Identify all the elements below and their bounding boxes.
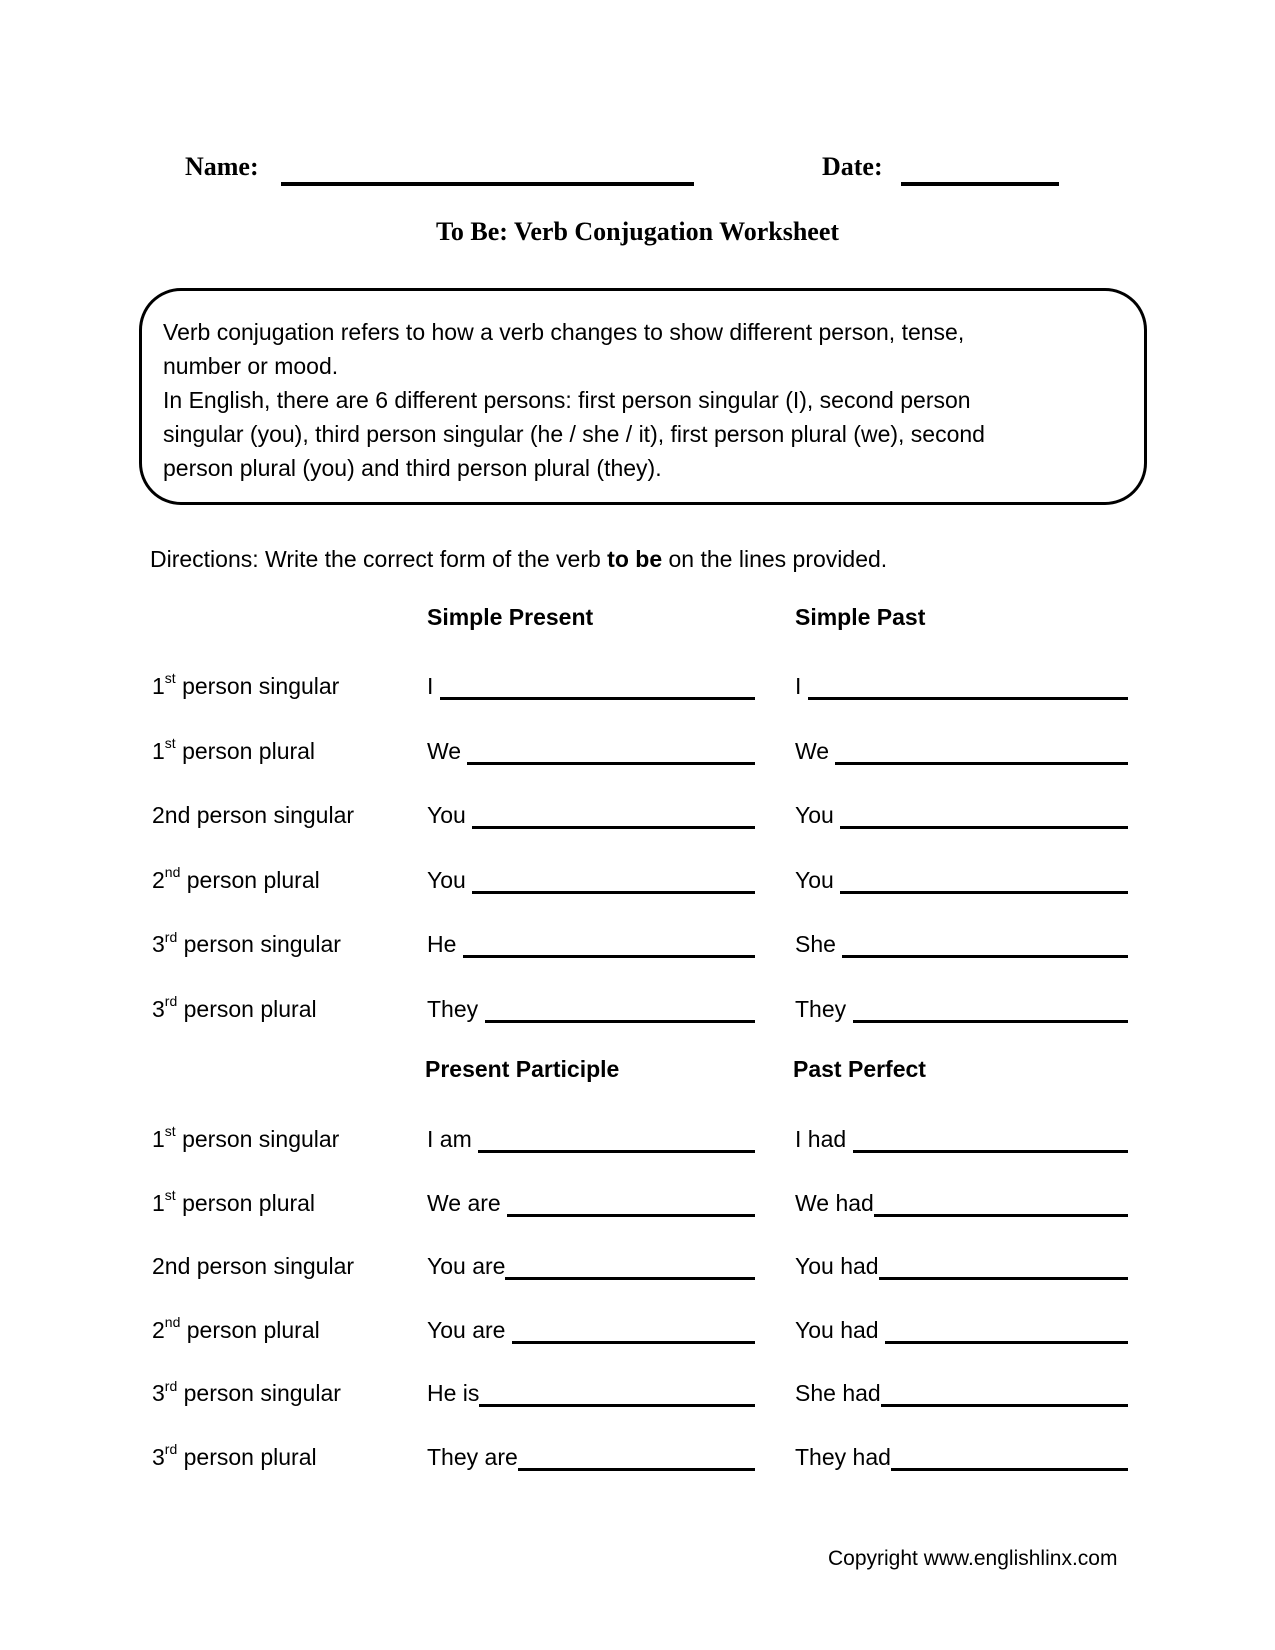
past-perfect-cell (795, 1316, 1128, 1345)
info-box-line: Verb conjugation refers to how a verb changes to show different person, tense, (163, 319, 965, 345)
pronoun-prefix: You (427, 802, 473, 829)
pronoun-prefix: You (427, 866, 473, 893)
answer-blank[interactable] (835, 762, 1128, 765)
pronoun-prefix: They (427, 995, 485, 1022)
simple-past-cell (795, 866, 1128, 895)
answer-blank[interactable] (472, 826, 755, 829)
pronoun-prefix: You (795, 802, 841, 829)
info-box (139, 288, 1147, 505)
pronoun-prefix: She had (795, 1380, 881, 1407)
past-perfect-cell (795, 1125, 1128, 1154)
conjugation-row (152, 983, 1128, 1048)
pronoun-prefix: She (795, 931, 843, 958)
pronoun-prefix: I had (795, 1126, 853, 1152)
answer-blank[interactable] (840, 891, 1128, 894)
simple-past-cell (795, 995, 1128, 1024)
past-perfect-cell (795, 1252, 1128, 1281)
pronoun-prefix: They (795, 995, 853, 1022)
answer-blank[interactable] (853, 1150, 1128, 1153)
simple-present-cell (427, 995, 755, 1024)
answer-blank[interactable] (479, 1404, 755, 1407)
simple-past-cell (795, 672, 1128, 701)
pronoun-prefix: You had (795, 1253, 879, 1280)
simple-present-cell (427, 866, 755, 895)
pronoun-prefix: We had (795, 1189, 874, 1216)
conjugation-table-1 (152, 660, 1128, 1048)
conjugation-row (152, 1177, 1128, 1241)
info-box-line: number or mood. (163, 353, 339, 379)
pronoun-prefix: You are (427, 1253, 506, 1280)
simple-present-cell (427, 801, 755, 830)
directions-bold-verb: to be (607, 546, 663, 572)
answer-blank[interactable] (505, 1277, 755, 1280)
answer-blank[interactable] (507, 1214, 755, 1217)
answer-blank[interactable] (891, 1468, 1128, 1471)
conjugation-row (152, 725, 1128, 790)
person-label: 1st person singular (152, 670, 340, 699)
date-blank-line[interactable] (901, 182, 1059, 186)
pronoun-prefix: I (427, 673, 440, 699)
column-header-simple-present: Simple Present (427, 604, 594, 630)
column-header-present-participle: Present Participle (425, 1056, 620, 1082)
simple-past-cell (795, 801, 1128, 830)
conjugation-row (152, 1367, 1128, 1431)
past-perfect-cell (795, 1443, 1128, 1472)
answer-blank[interactable] (885, 1341, 1128, 1344)
person-label: 2nd person singular (152, 1253, 355, 1280)
answer-blank[interactable] (518, 1468, 755, 1471)
present-participle-cell (427, 1252, 755, 1281)
pronoun-prefix: You are (427, 1316, 512, 1343)
pronoun-prefix: You had (795, 1316, 885, 1343)
person-label: 2nd person singular (152, 802, 355, 829)
pronoun-prefix: We (427, 737, 468, 764)
conjugation-row (152, 918, 1128, 983)
past-perfect-cell (795, 1189, 1128, 1218)
answer-blank[interactable] (842, 955, 1128, 958)
person-label: 2nd person plural (152, 1314, 320, 1343)
conjugation-row (152, 789, 1128, 854)
present-participle-cell (427, 1316, 755, 1345)
answer-blank[interactable] (512, 1341, 755, 1344)
pronoun-prefix: They are (427, 1443, 518, 1470)
conjugation-row (152, 1113, 1128, 1177)
pronoun-prefix: I (795, 673, 808, 699)
answer-blank[interactable] (874, 1214, 1128, 1217)
present-participle-cell (427, 1189, 755, 1218)
answer-blank[interactable] (485, 1020, 755, 1023)
pronoun-prefix: He is (427, 1380, 480, 1407)
conjugation-row (152, 1240, 1128, 1304)
simple-past-cell (795, 930, 1128, 959)
person-label: 1st person plural (152, 1186, 316, 1216)
directions-text: Directions: Write the correct form of the verb to be on the lines provided. (150, 546, 888, 572)
date-label: Date: (822, 152, 883, 181)
answer-blank[interactable] (467, 762, 755, 765)
conjugation-row (152, 660, 1128, 725)
present-participle-cell (427, 1379, 755, 1408)
person-label: 3rd person plural (152, 1441, 317, 1470)
simple-present-cell (427, 930, 755, 959)
answer-blank[interactable] (440, 697, 755, 700)
simple-present-cell (427, 737, 755, 766)
pronoun-prefix: We are (427, 1189, 508, 1216)
person-label: 3rd person singular (152, 1377, 341, 1407)
copyright-text: Copyright www.englishlinx.com (828, 1547, 1118, 1570)
person-label: 3rd person plural (152, 993, 317, 1022)
page-title: To Be: Verb Conjugation Worksheet (435, 217, 840, 246)
name-label: Name: (185, 152, 259, 181)
past-perfect-cell (795, 1379, 1128, 1408)
simple-present-cell (427, 672, 755, 701)
present-participle-cell (427, 1443, 755, 1472)
person-label: 2nd person plural (152, 864, 320, 893)
conjugation-row (152, 1304, 1128, 1368)
conjugation-row (152, 854, 1128, 919)
simple-past-cell (795, 737, 1128, 766)
info-box-line: singular (you), third person singular (he / she / it), first person plural (we), second (163, 421, 985, 447)
person-label: 3rd person singular (152, 928, 341, 958)
present-participle-cell (427, 1125, 755, 1154)
conjugation-row (152, 1431, 1128, 1495)
column-header-simple-past: Simple Past (795, 604, 926, 630)
pronoun-prefix: You (795, 866, 841, 893)
name-blank-line[interactable] (281, 182, 694, 186)
pronoun-prefix: They had (795, 1443, 891, 1470)
info-box-line: In English, there are 6 different persons: first person singular (I), second person (163, 387, 971, 413)
person-label: 1st person singular (152, 1123, 340, 1152)
answer-blank[interactable] (472, 891, 755, 894)
answer-blank[interactable] (881, 1404, 1128, 1407)
pronoun-prefix: He (427, 931, 463, 958)
pronoun-prefix: I am (427, 1126, 479, 1152)
answer-blank[interactable] (840, 826, 1128, 829)
answer-blank[interactable] (478, 1150, 755, 1153)
answer-blank[interactable] (808, 697, 1128, 700)
info-box-line: person plural (you) and third person plural (they). (163, 455, 662, 481)
pronoun-prefix: We (795, 737, 836, 764)
answer-blank[interactable] (853, 1020, 1128, 1023)
column-header-past-perfect: Past Perfect (793, 1056, 926, 1082)
person-label: 1st person plural (152, 734, 316, 764)
answer-blank[interactable] (463, 955, 755, 958)
answer-blank[interactable] (879, 1277, 1128, 1280)
conjugation-table-2 (152, 1113, 1128, 1495)
